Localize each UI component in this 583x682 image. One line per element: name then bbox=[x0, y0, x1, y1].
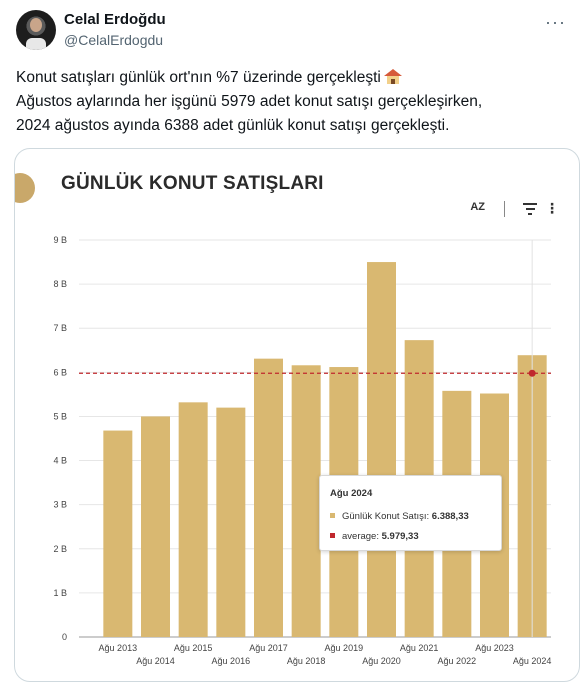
more-icon[interactable]: ··· bbox=[545, 12, 566, 32]
tooltip-average-row bbox=[330, 531, 419, 542]
x-tick-label: Ağu 2018 bbox=[286, 656, 326, 666]
y-tick-label: 8 B bbox=[53, 279, 67, 290]
tooltip-series-value: 6.388,33 bbox=[431, 511, 469, 522]
bar bbox=[103, 431, 132, 637]
sort-az-icon[interactable]: AZ bbox=[470, 201, 485, 213]
y-tick-label: 9 B bbox=[53, 235, 67, 245]
author-handle[interactable]: @CelalErdogdu bbox=[64, 32, 164, 48]
house-with-garden-icon bbox=[384, 69, 402, 84]
bar bbox=[292, 365, 321, 637]
x-tick-label: Ağu 2024 bbox=[512, 656, 552, 666]
y-tick-label: 4 B bbox=[53, 455, 67, 466]
average-marker bbox=[529, 370, 536, 377]
x-tick-label: Ağu 2021 bbox=[399, 643, 439, 653]
x-tick-label: Ağu 2017 bbox=[249, 643, 288, 653]
bar bbox=[216, 408, 245, 637]
x-tick-label: Ağu 2013 bbox=[98, 643, 138, 653]
bar-chart bbox=[15, 149, 580, 682]
chart-tooltip bbox=[319, 475, 502, 551]
average-swatch bbox=[330, 533, 335, 538]
bar bbox=[254, 359, 283, 637]
tooltip-average-value: 5.979,33 bbox=[381, 531, 419, 542]
x-tick-label: Ağu 2016 bbox=[211, 656, 251, 666]
y-tick-label: 1 B bbox=[53, 587, 67, 598]
y-tick-label: 3 B bbox=[53, 499, 67, 510]
tooltip-average-label: average: bbox=[342, 531, 379, 542]
tweet-line-2: Ağustos aylarında her işgünü 5979 adet konut satışı gerçekleşirken, bbox=[16, 93, 483, 110]
x-tick-label: Ağu 2020 bbox=[362, 656, 401, 666]
bar bbox=[141, 416, 170, 637]
y-tick-label: 2 B bbox=[53, 543, 67, 554]
y-tick-label: 0 bbox=[61, 632, 67, 642]
avatar[interactable] bbox=[16, 10, 56, 50]
bar bbox=[367, 262, 396, 637]
tweet-line-1: Konut satışları günlük ort'nın %7 üzerinde gerçekleşti bbox=[16, 69, 381, 86]
x-tick-label: Ağu 2014 bbox=[136, 656, 175, 666]
x-tick-label: Ağu 2019 bbox=[324, 643, 364, 653]
author-name[interactable]: Celal Erdoğdu bbox=[64, 11, 166, 28]
tooltip-title: Ağu 2024 bbox=[330, 488, 373, 499]
y-tick-label: 7 B bbox=[53, 323, 67, 334]
vertical-dots-icon[interactable]: ⋮ bbox=[545, 200, 559, 216]
series-swatch bbox=[330, 513, 335, 518]
tweet-line-3: 2024 ağustos ayında 6388 adet günlük konut satışı gerçekleşti. bbox=[16, 117, 450, 134]
y-tick-label: 5 B bbox=[53, 411, 67, 422]
tooltip-series-label: Günlük Konut Satışı: bbox=[342, 511, 430, 522]
media-card[interactable] bbox=[14, 148, 580, 682]
chart-title: GÜNLÜK KONUT SATIŞLARI bbox=[61, 173, 324, 194]
y-tick-label: 6 B bbox=[53, 367, 67, 378]
bar bbox=[179, 402, 208, 637]
x-tick-label: Ağu 2022 bbox=[437, 656, 477, 666]
tweet-text bbox=[16, 66, 568, 138]
tweet-header bbox=[16, 10, 568, 54]
x-tick-label: Ağu 2023 bbox=[475, 643, 514, 653]
tooltip-series-row bbox=[330, 511, 469, 522]
x-tick-label: Ağu 2015 bbox=[173, 643, 213, 653]
